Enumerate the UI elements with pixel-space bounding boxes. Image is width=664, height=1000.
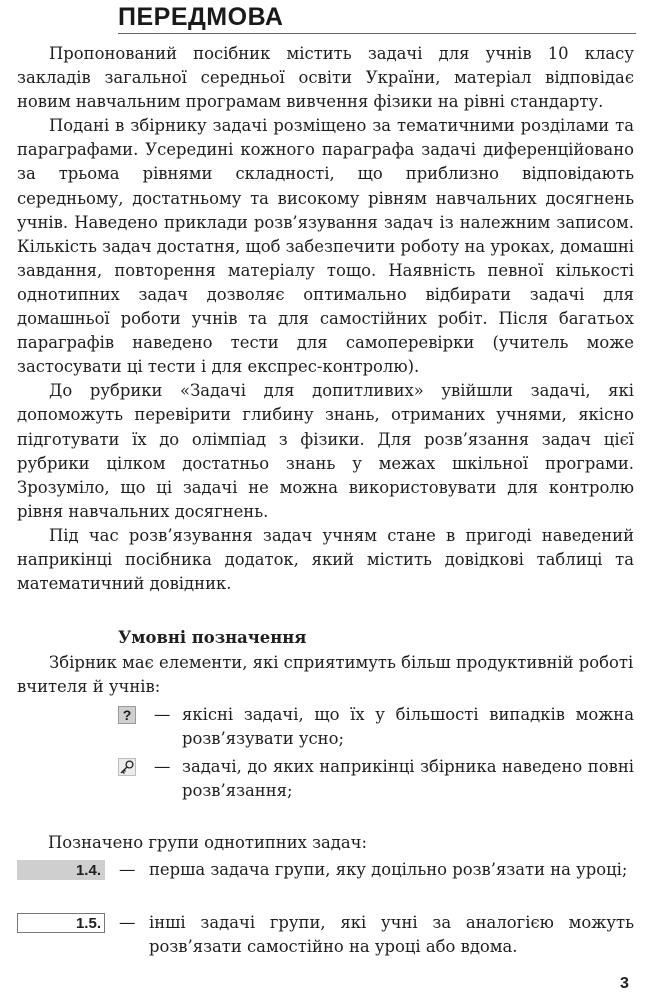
legend-dash: — — [154, 705, 171, 724]
legend-title: Умовні позначення — [118, 628, 307, 647]
group-label-badge: 1.4. — [17, 860, 105, 880]
legend-item-text: якісні задачі, що їх у більшості випадків можна розв’язувати усно; — [182, 705, 634, 749]
legend-intro — [17, 651, 634, 699]
legend-item-qualitative — [118, 703, 634, 753]
legend-dash: — — [154, 757, 171, 776]
group-dash: — — [119, 913, 136, 932]
key-icon — [118, 758, 136, 776]
group-item-first — [17, 858, 634, 908]
group-item-text: інші задачі групи, які учні за аналогією можуть розв’язати самостійно на уроці або вдома. — [149, 913, 634, 957]
group-item-other — [17, 911, 634, 961]
group-label-badge: 1.5. — [17, 913, 105, 933]
question-mark-icon: ? — [118, 706, 136, 724]
paragraph: Під час розв’язування задач учням стане в пригоді наведений наприкінці посібника додаток, який містить довідкові таблиці та математичний довідник. — [17, 525, 634, 594]
page-title: ПЕРЕДМОВА — [118, 3, 284, 31]
title-underline — [118, 33, 636, 34]
legend-intro-text: Збірник має елементи, які сприятимуть більш продуктивній роботі вчителя й учнів: — [17, 653, 634, 697]
page-number: 3 — [620, 975, 629, 992]
legend-item-solutions — [118, 755, 634, 805]
paragraph: Подані в збірнику задачі розміщено за тематичними розділами та параграфами. Усередині кожного параграфа задачі диференційовано за трьома рівнями складності, що приблизно відповідають середньому, достатньому та високому рівням навчальних досягнень учнів. Наведено приклади розв’язування задач із належним записом. Кількість задач достатня, щоб забезпечити роботу на уроках, домашні завдання, повторення матеріалу тощо. Наявність певної кількості однотипних задач дозволяє оптимально відбирати задачі для домашньої роботи учнів та для самостійних робіт. Після багатьох параграфів наведено тести для самоперевірки (учитель може застосувати ці тести і для експрес-контролю). — [17, 116, 634, 377]
paragraph: Пропонований посібник містить задачі для учнів 10 класу закладів загальної середньої освіти України, матеріал відповідає новим навчальним програмам вивчення фізики на рівні стандарту. — [17, 44, 634, 112]
group-dash: — — [119, 860, 136, 879]
groups-title: Позначено групи однотипних задач: — [48, 833, 368, 852]
group-item-text: перша задача групи, яку доцільно розв’язати на уроці; — [149, 860, 628, 879]
legend-item-text: задачі, до яких наприкінці збірника наведено повні розв’язання; — [182, 757, 634, 801]
paragraph: До рубрики «Задачі для допитливих» увійшли задачі, які допоможуть перевірити глибину знань, отриманих учнями, якісно підготувати їх до олімпіад з фізики. Для розв’язання задач цієї рубрики цілком достатньо знань у межах шкільної програми. Зрозуміло, що ці задачі не можна використовувати для контролю рівня навчальних досягнень. — [17, 381, 634, 521]
preface-body — [17, 42, 634, 596]
